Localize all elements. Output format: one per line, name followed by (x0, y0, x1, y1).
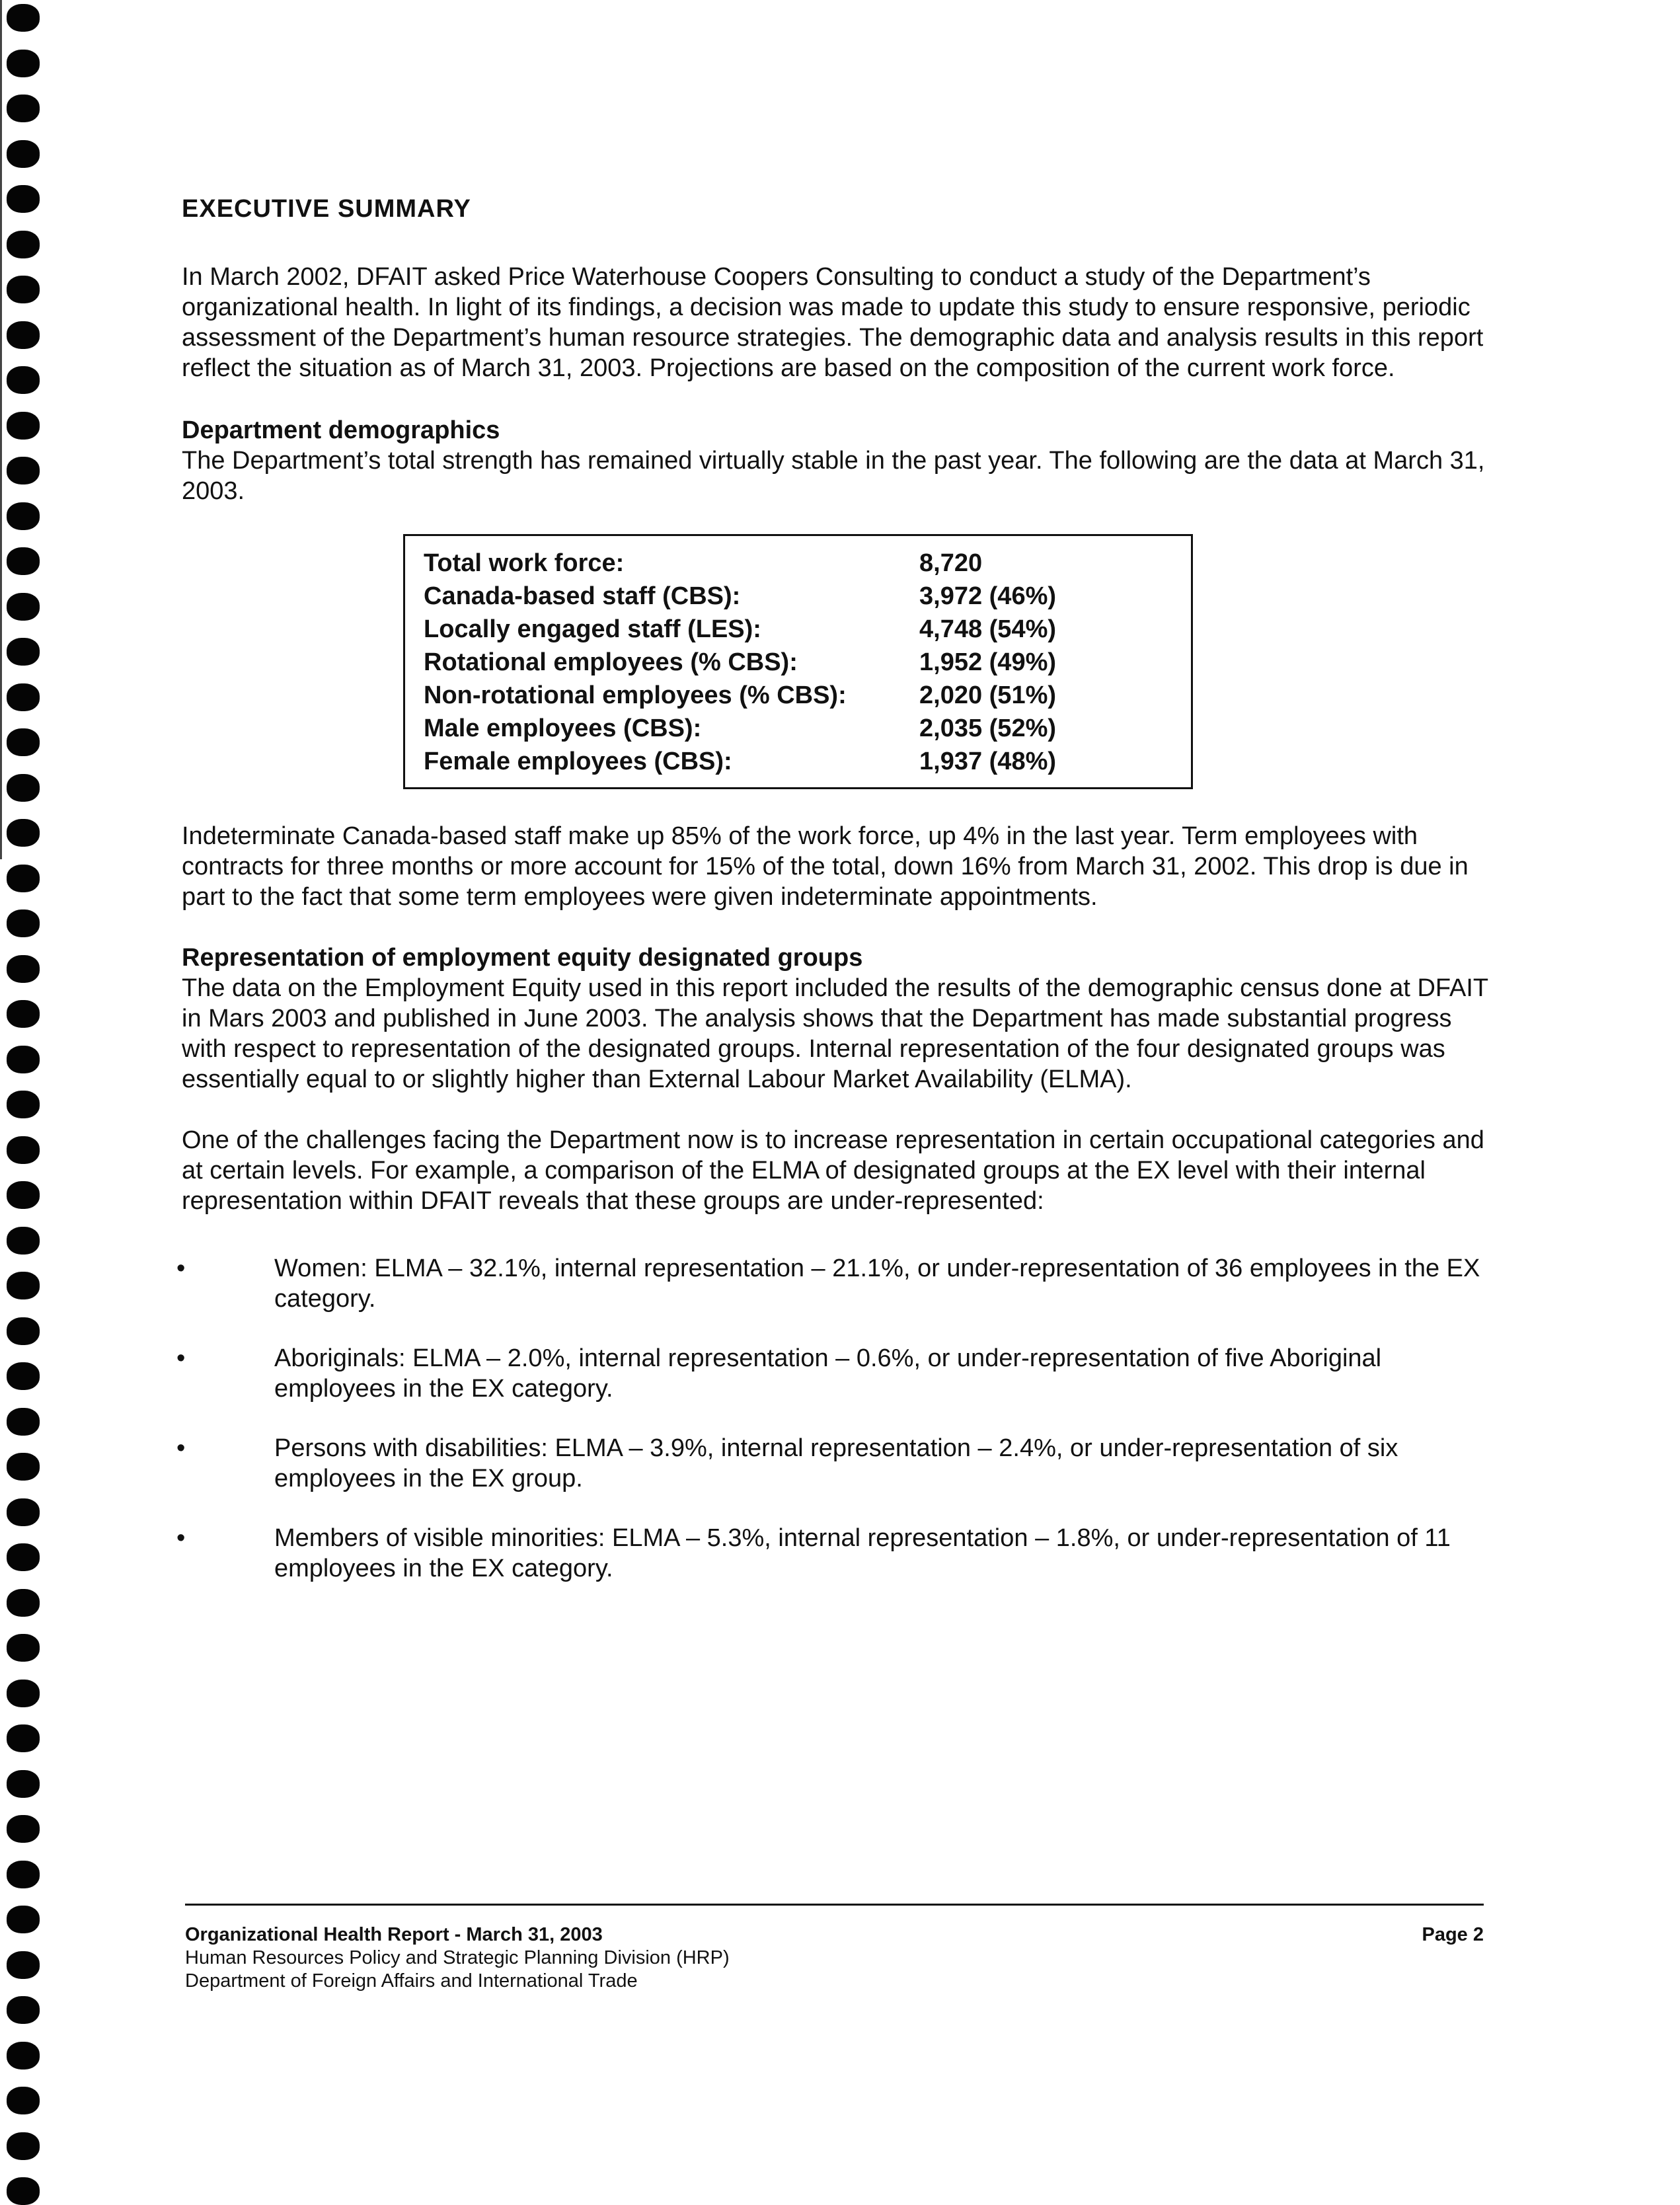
binding-hole (7, 1724, 40, 1752)
under-representation-list (176, 1253, 1490, 1584)
binding-hole (7, 366, 40, 394)
list-item-text: Women: ELMA – 32.1%, internal representation – 21.1%, or under-representation of 36 employees in the EX category. (274, 1255, 1480, 1313)
binding-hole (7, 2087, 40, 2114)
binding-hole (7, 2042, 40, 2070)
data-row (424, 646, 1191, 679)
binding-hole (7, 1861, 40, 1888)
demographics-paragraph: The Department’s total strength has remained virtually stable in the past year. The following are the data at March 31, 2003. (182, 447, 1485, 505)
list-item-text: Persons with disabilities: ELMA – 3.9%, internal representation – 2.4%, or under-representation of six employees in the EX group. (274, 1434, 1398, 1492)
binding-hole (7, 1046, 40, 1073)
bullet-icon: • (176, 1524, 186, 1552)
data-row (424, 613, 1191, 646)
data-row (424, 712, 1191, 745)
list-item-text: Members of visible minorities: ELMA – 5.3%, internal representation – 1.8%, or under-representation of 11 employees in the EX category. (274, 1524, 1451, 1582)
list-item-text: Aboriginals: ELMA – 2.0%, internal representation – 0.6%, or under-representation of five Aboriginal employees in the EX category. (274, 1344, 1382, 1403)
equity-paragraph: The data on the Employment Equity used in this report included the results of the demographic census done at DFAIT in Mars 2003 and published in June 2003. The analysis shows that the Department has made substantial progress with respect to representation of the designated groups. Internal representation of the four designated groups was essentially equal to or slightly higher than External Labour Market Availability (ELMA). (182, 974, 1488, 1093)
binding-hole (7, 547, 40, 575)
binding-hole (7, 1408, 40, 1436)
binding-hole (7, 1498, 40, 1526)
data-label: Male employees (CBS): (424, 715, 702, 742)
data-value: 1,937 (48%) (919, 748, 1057, 775)
bullet-icon: • (176, 1434, 186, 1462)
demographics-data-box (403, 534, 1193, 789)
binding-hole (7, 865, 40, 892)
data-row (424, 745, 1191, 778)
data-value: 2,035 (52%) (919, 715, 1057, 742)
page-number: Page 2 (1422, 1924, 1484, 1945)
binding-hole (7, 50, 40, 77)
binding-hole (7, 1272, 40, 1299)
staff-paragraph: Indeterminate Canada-based staff make up 85% of the work force, up 4% in the last year. Term employees with contracts for three months or more account for 15% of the total, down 16% from March 31, 2002. This drop is due in part to the fact that some term employees were given indeterminate appointments. (182, 822, 1469, 911)
list-item (176, 1523, 1490, 1584)
equity-heading: Representation of employment equity designated groups (182, 944, 863, 972)
page-footer (185, 1904, 1484, 1993)
binding-hole (7, 457, 40, 484)
binding-hole (7, 231, 40, 258)
data-label: Total work force: (424, 549, 625, 577)
binding-hole (7, 1815, 40, 1843)
binding-hole (7, 412, 40, 440)
data-row (424, 679, 1191, 712)
binding-hole (7, 95, 40, 122)
footer-title: Organizational Health Report - March 31, 2003 (185, 1924, 603, 1945)
data-label: Rotational employees (% CBS): (424, 648, 798, 676)
binding-holes (7, 0, 44, 2198)
binding-hole (7, 1996, 40, 2024)
binding-hole (7, 2132, 40, 2160)
binding-hole (7, 683, 40, 711)
binding-hole (7, 1634, 40, 1662)
binding-hole (7, 1181, 40, 1209)
data-label: Locally engaged staff (LES): (424, 615, 761, 643)
page-content (176, 195, 1490, 1613)
list-item (176, 1433, 1490, 1494)
binding-hole (7, 185, 40, 213)
binding-hole (7, 1317, 40, 1345)
binding-hole (7, 819, 40, 847)
page-title: EXECUTIVE SUMMARY (182, 195, 471, 223)
data-value: 8,720 (919, 549, 983, 577)
demographics-heading: Department demographics (182, 416, 500, 444)
binding-hole (7, 593, 40, 621)
data-value: 2,020 (51%) (919, 681, 1057, 709)
data-label: Non-rotational employees (% CBS): (424, 681, 847, 709)
binding-hole (7, 909, 40, 937)
binding-hole (7, 321, 40, 349)
footer-department: Department of Foreign Affairs and International Trade (185, 1970, 638, 1992)
binding-hole (7, 276, 40, 303)
challenges-paragraph: One of the challenges facing the Department now is to increase representation in certain occupational categories and at certain levels. For example, a comparison of the ELMA of designated groups at the EX level with their internal representation within DFAIT reveals that these groups are under-represented: (182, 1126, 1484, 1215)
binding-hole (7, 502, 40, 530)
binding-hole (7, 1589, 40, 1617)
binding-hole (7, 1680, 40, 1707)
binding-hole (7, 140, 40, 168)
footer-division: Human Resources Policy and Strategic Planning Division (HRP) (185, 1947, 730, 1968)
intro-paragraph: In March 2002, DFAIT asked Price Waterhouse Coopers Consulting to conduct a study of the Department’s organizational health. In light of its findings, a decision was made to update this study to ensure responsive, periodic assessment of the Department’s human resource strategies. The demographic data and analysis results in this report reflect the situation as of March 31, 2003. Projections are based on the composition of the current work force. (182, 263, 1484, 382)
binding-hole (7, 955, 40, 983)
page-edge-line (0, 0, 2, 859)
binding-hole (7, 638, 40, 666)
binding-hole (7, 1770, 40, 1798)
binding-hole (7, 1906, 40, 1933)
bullet-icon: • (176, 1255, 186, 1282)
list-item (176, 1343, 1490, 1404)
binding-hole (7, 2177, 40, 2205)
data-label: Female employees (CBS): (424, 748, 732, 775)
binding-hole (7, 1453, 40, 1481)
binding-hole (7, 774, 40, 802)
binding-hole (7, 1000, 40, 1028)
binding-hole (7, 728, 40, 756)
binding-hole (7, 1543, 40, 1571)
binding-hole (7, 4, 40, 32)
binding-hole (7, 1136, 40, 1164)
data-value: 4,748 (54%) (919, 615, 1057, 643)
data-label: Canada-based staff (CBS): (424, 582, 741, 610)
data-row (424, 580, 1191, 613)
data-value: 1,952 (49%) (919, 648, 1057, 676)
binding-hole (7, 1227, 40, 1255)
list-item (176, 1253, 1490, 1314)
binding-hole (7, 1091, 40, 1118)
data-row (424, 547, 1191, 580)
binding-hole (7, 1951, 40, 1979)
data-value: 3,972 (46%) (919, 582, 1057, 610)
bullet-icon: • (176, 1344, 186, 1372)
binding-hole (7, 1362, 40, 1390)
